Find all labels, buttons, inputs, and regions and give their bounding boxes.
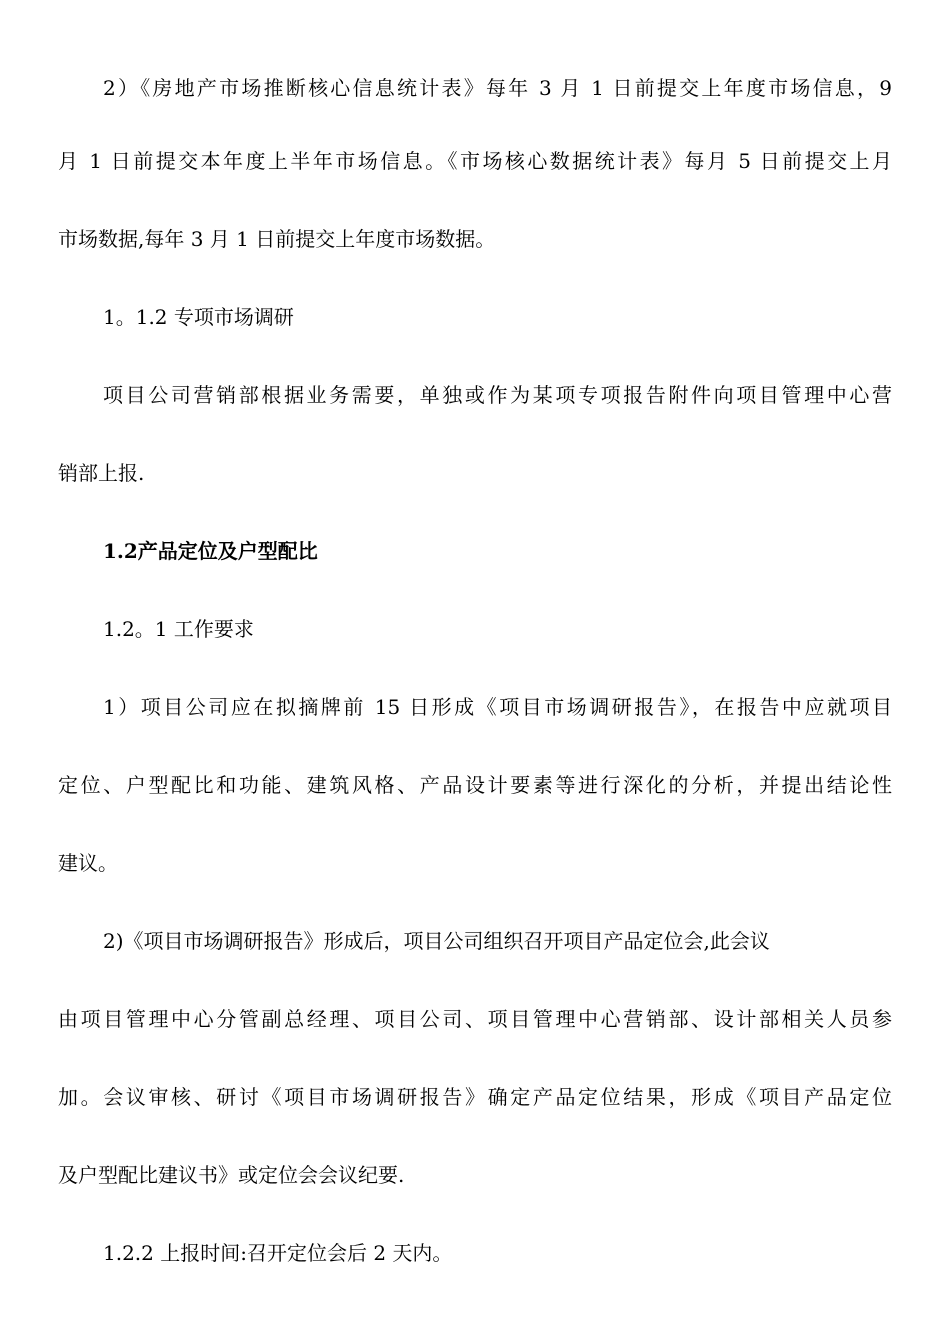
paragraph-line: 项目公司营销部根据业务需要，单独或作为某项专项报告附件向项目管理中心营 <box>103 383 892 407</box>
paragraph-line: 建议。 <box>58 851 118 875</box>
paragraph-line: 加。会议审核、研讨《项目市场调研报告》确定产品定位结果，形成《项目产品定位 <box>58 1085 892 1109</box>
paragraph-line: 由项目管理中心分管副总经理、项目公司、项目管理中心营销部、设计部相关人员参 <box>58 1007 892 1031</box>
paragraph-line: 2）《房地产市场推断核心信息统计表》每年 3 月 1 日前提交上年度市场信息，9 <box>103 76 892 100</box>
paragraph-line: 1）项目公司应在拟摘牌前 15 日形成《项目市场调研报告》，在报告中应就项目 <box>103 695 892 719</box>
paragraph-line: 市场数据,每年 3 月 1 日前提交上年度市场数据。 <box>58 227 496 251</box>
section-heading: 1.2.2 上报时间:召开定位会后 2 天内。 <box>103 1241 453 1265</box>
paragraph-line: 定位、户型配比和功能、建筑风格、产品设计要素等进行深化的分析，并提出结论性 <box>58 773 892 797</box>
paragraph-line: 销部上报. <box>58 461 145 485</box>
section-heading: 1.2产品定位及户型配比 <box>103 539 318 563</box>
paragraph-line: 及户型配比建议书》或定位会会议纪要. <box>58 1163 405 1187</box>
section-heading: 1。1.2 专项市场调研 <box>103 305 294 329</box>
section-heading: 1.2。1 工作要求 <box>103 617 254 641</box>
paragraph-line: 2)《项目市场调研报告》形成后，项目公司组织召开项目产品定位会,此会议 <box>103 929 770 953</box>
paragraph-line: 月 1 日前提交本年度上半年市场信息。《市场核心数据统计表》每月 5 日前提交上月 <box>58 149 892 173</box>
